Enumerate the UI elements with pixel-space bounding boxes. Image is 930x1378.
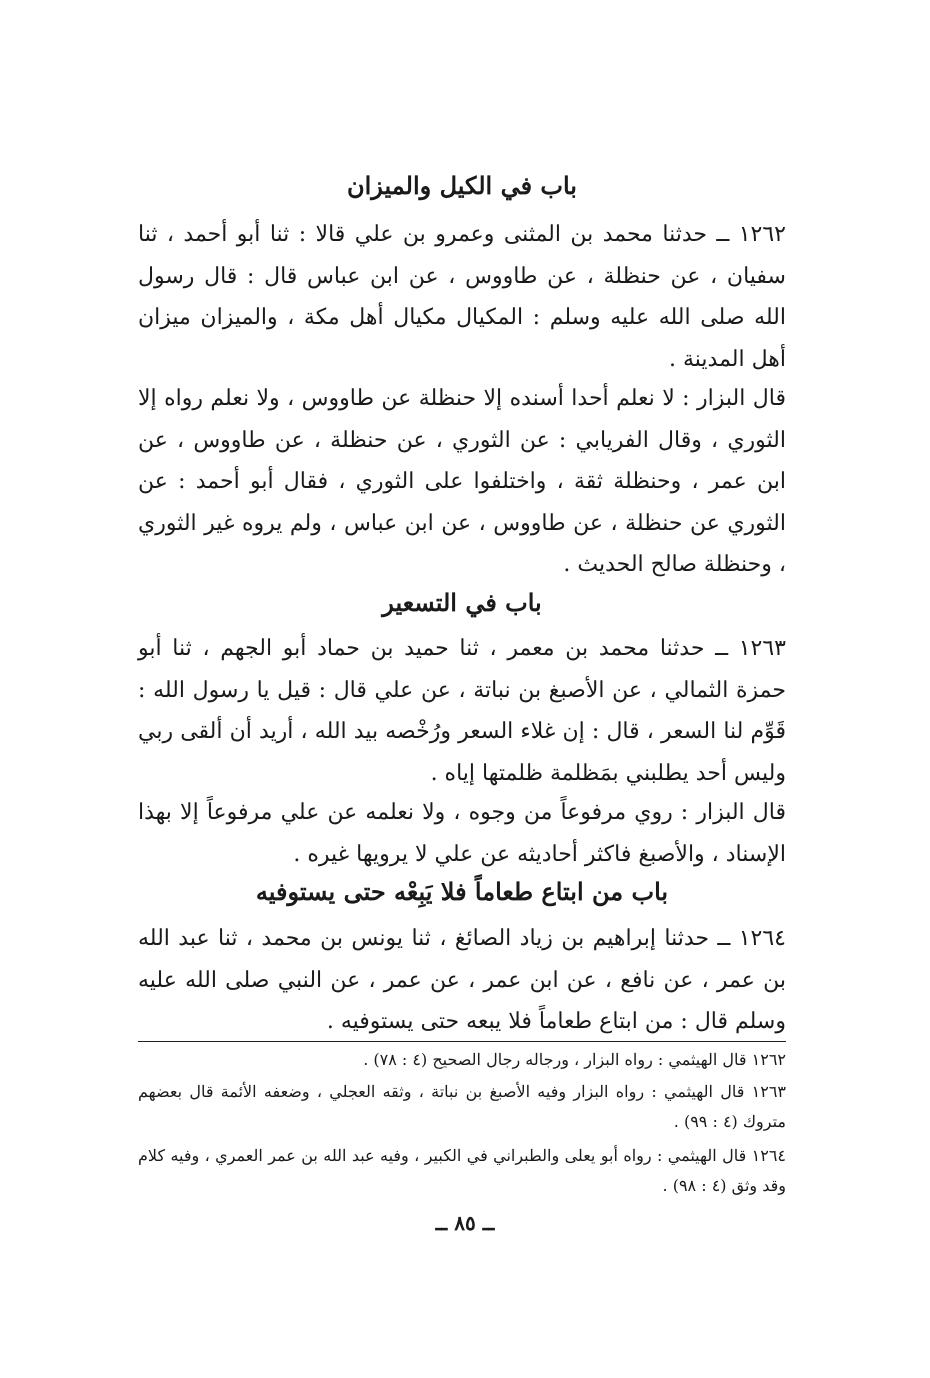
commentary-1263: قال البزار : روي مرفوعاً من وجوه ، ولا نعلمه عن علي مرفوعاً إلا بهذا الإسناد ، والأصبغ فاكثر أحاديثه عن علي لا يرويها غيره . [138, 800, 786, 867]
section-heading-food-sale: باب من ابتاع طعاماً فلا يَبِعْه حتى يستوفيه [255, 877, 669, 906]
hadith-1264: ١٢٦٤ ــ حدثنا إبراهيم بن زياد الصائغ ، ثنا يونس بن محمد ، ثنا عبد الله بن عمر ، عن نافع ، عن ابن عمر ، عن عمر ، عن النبي صلى الله عليه وسلم قال : من ابتاع طعاماً فلا يبعه حتى يستوفيه . [138, 926, 786, 1034]
footnote-1264: ١٢٦٤ قال الهيثمي : رواه أبو يعلى والطبراني في الكبير ، وفيه عبد الله بن عمر العمري ، وفيه كلام وقد وثق (٤ : ٩٨) . [138, 1146, 786, 1195]
hadith-1262: ١٢٦٢ ــ حدثنا محمد بن المثنى وعمرو بن علي قالا : ثنا أبو أحمد ، ثنا سفيان ، عن حنظلة ، عن طاووس ، عن ابن عباس قال : قال رسول الله صلى الله عليه وسلم : المكيال مكيال أهل مكة ، والميزان ميزان أهل المدينة . [138, 222, 786, 372]
page-number: ــ ٨٥ ــ [435, 1211, 495, 1235]
section-heading-measures: باب في الكيل والميزان [346, 171, 577, 200]
footnote-1262: ١٢٦٢ قال الهيثمي : رواه البزار ، ورجاله رجال الصحيح (٤ : ٧٨) . [363, 1050, 786, 1069]
hadith-1263: ١٢٦٣ ــ حدثنا محمد بن معمر ، ثنا حميد بن حماد أبو الجهم ، ثنا أبو حمزة الثمالي ، عن الأصبغ بن نباتة ، عن علي قال : قيل يا رسول الله : قَوِّم لنا السعر ، قال : إن غلاء السعر ورُخْصه بيد الله ، أريد أن ألقى ربي وليس أحد يطلبني بمَظلمة ظلمتها إياه . [138, 636, 786, 786]
commentary-1262: قال البزار : لا نعلم أحدا أسنده إلا حنظلة عن طاووس ، ولا نعلم رواه إلا الثوري ، وقال الفريابي : عن الثوري ، عن حنظلة ، عن طاووس ، عن ابن عمر ، وحنظلة ثقة ، واختلفوا على الثوري ، فقال أبو أحمد : عن الثوري عن حنظلة ، عن طاووس ، عن ابن عباس ، ولم يروه غير الثوري ، وحنظلة صالح الحديث . [138, 386, 786, 577]
section-heading-pricing: باب في التسعير [382, 588, 542, 617]
footnote-1263: ١٢٦٣ قال الهيثمي : رواه البزار وفيه الأصبغ بن نباتة ، وثقه العجلي ، وضعفه الأئمة قال بعضهم متروك (٤ : ٩٩) . [138, 1082, 786, 1131]
footnote-separator [138, 1041, 786, 1042]
